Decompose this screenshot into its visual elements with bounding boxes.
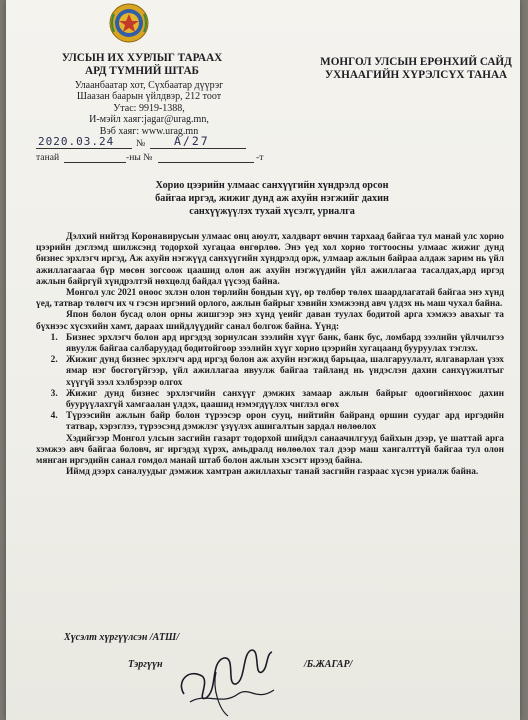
t-suffix-label: -т [256, 152, 264, 163]
email-line: И-мэйл хаяг:jagar@urag.mn, [89, 114, 209, 126]
sender-address [64, 80, 234, 137]
letter-date: 2020.03.24 [38, 135, 115, 148]
address-line1: Улаанбаатар хот, Сүхбаатар дүүрэг [74, 80, 224, 91]
phone-line: Утас: 9919-1388, [113, 102, 185, 114]
body-paragraph-4: Хэдийгээр Монгол улсын засгийн газарт тодорхой шийдэл санаачилгууд байхын дээр, үе шаттай арга хэмжээ авч байгаа боловч, яг иргэдэд хүрэх, амьдралд нөлөөлох тал дээр маш хангалттүй байгаа тул олон мянган иргэдийн санал гомдол манай штаб болон ажлын хэсэгт ирээд байна. [36, 433, 504, 467]
body-paragraph-1: Дэлхий нийтэд Коронавирусын улмаас онц аюулт, халдварт өвчин тархаад байгаа тул манай улс хорио цээрийн дэглэмд шилжсэнд тодорхой хугацаа өнгөрлөө. Энэ үед хол хорио тогтоосны улмаас жижиг дунд бизнес эрхлэгч иргэд, Аж ахуйн нэгжүүд санхүүгийн хүндрэлд орж, улмаар ажлын байраа алдаж зарим нь үйл ажиллагаагаа бүр мөсөн зогсоож цаашид олон аж ахуйн нэгжүүдийн үйл ажиллагаа тасалдах,ард иргэд ажлын байргүй хүндрэлтэй нөхцөлд байдал үүсээд байна. [36, 232, 504, 287]
recipient-block [316, 56, 516, 82]
body-paragraph-3: Япон болон бусад олон орны жишгээр энэ хүнд үеийг даван туулах бодитой арга хэмжээ авахыг та бүхнээс хүсэхийн хамт, дараах шийдлүүдийг санал болгож байна. Үүнд: [36, 310, 504, 332]
number-label: № [136, 138, 146, 149]
handwritten-signature [166, 632, 286, 720]
proposal-item-4: 4. Түрээсийн ажлын байр болон түрээсэр орон сууц, нийтийн байранд оршин суудаг ард иргэдийн татвар, хэрэглээ, түрээсэнд дэмжлэг үзүүлэх ашигалтын зардал нөлөөлох [60, 411, 504, 433]
signer-name: /Б.ЖАГАР/ [304, 659, 353, 670]
subject-line3: санхүүжүүлэх тухай хүсэлт, уриалга [189, 205, 355, 217]
proposal-list [36, 333, 504, 434]
letter-page [6, 0, 520, 720]
subject-line2: байгаа иргэд, жижиг дунд аж ахуйн нэгжийг дахин [155, 192, 389, 204]
body-paragraph-5: Иймд дээрх саналуудыг дэмжиж хамтран ажиллахыг танай засгийн газраас хүсэн уриалж байна. [66, 467, 479, 478]
proposal-item-3: 3. Жижиг дунд бизнес эрхлэгчийн санхүүг дэмжих замаар ажлын байрыг одоогийнхоос дахин буурүүлахгүй хамгаалан үлдэх, цаашид нэмэгдүүлэх чиглэл өгөх [60, 389, 504, 411]
proposal-item-1: 1. Бизнес эрхлэгч болон ард иргэдэд зориулсан зээлийн хүүг банк, банк бус, ломбард зээлийн үйлчилгээ явуулж байгаа салбаруудад бодитойгоор зээлийн хүүг хорио цээрийн хугацаанд бууруулах тэглэх. [60, 333, 504, 355]
recipient-line2: УХНААГИЙН ХҮРЭЛСҮХ ТАНАА [324, 69, 508, 81]
proposal-item-2: 2. Жижиг дунд бизнес эрхлэгч ард иргэд болон аж ахуйн нэгжид барьцаа, шалгаруулалт, ялгаварлан үзэх ямар нэг босгогүйгээр, үйл ажиллагаа явуулж байгаа тайланд нь үндэслэн дахин санхүүжилтыг хүүгүй зээл хэлбэрээр олгох [60, 355, 504, 389]
tanai-label: танай [36, 152, 60, 163]
sent-by-line: Хүсэлт хүргүүлсэн /АТШ/ [64, 632, 180, 643]
sender-organization [52, 52, 232, 78]
address-line2: Шаазан баарын үйлдвэр, 212 тоот [76, 91, 222, 103]
recipient-line1: МОНГОЛ УЛСЫН ЕРӨНХИЙ САЙД [320, 56, 512, 68]
web-line: Вэб хаяг: www.urag.mn [99, 125, 199, 137]
letter-number: А/27 [174, 134, 210, 148]
number-underline [150, 148, 246, 149]
dugaar-underline [158, 162, 254, 163]
state-emblem-icon [106, 2, 152, 44]
dugaar-label: -ны № [126, 152, 153, 163]
sender-org-line1: УЛСЫН ИХ ХУРЛЫГ ТАРААХ [61, 52, 223, 64]
signer-title: Тэргүүн [128, 659, 163, 670]
body-paragraph-2: Монгол улс 2021 оноос эхлэн олон төрлийн бондын хүү, өр төлбөр төлөх шаардлагатай байгаа энэ хүнд үед, татвар төлөгч их ч гэсэн иргэний орлого, ажлын байрыг хэвийн хэмжээнд авч үлдэх нь маш чухал байна. [36, 288, 504, 310]
subject-line1: Хорио цээрийн улмаас санхүүгийн хүндрэлд орсон [155, 180, 389, 191]
tanai-underline [64, 162, 126, 163]
date-underline [36, 148, 132, 149]
letter-body [36, 232, 504, 478]
sender-org-line2: АРД ТҮМНИЙ ШТАБ [85, 65, 199, 77]
letter-subject [62, 180, 482, 218]
